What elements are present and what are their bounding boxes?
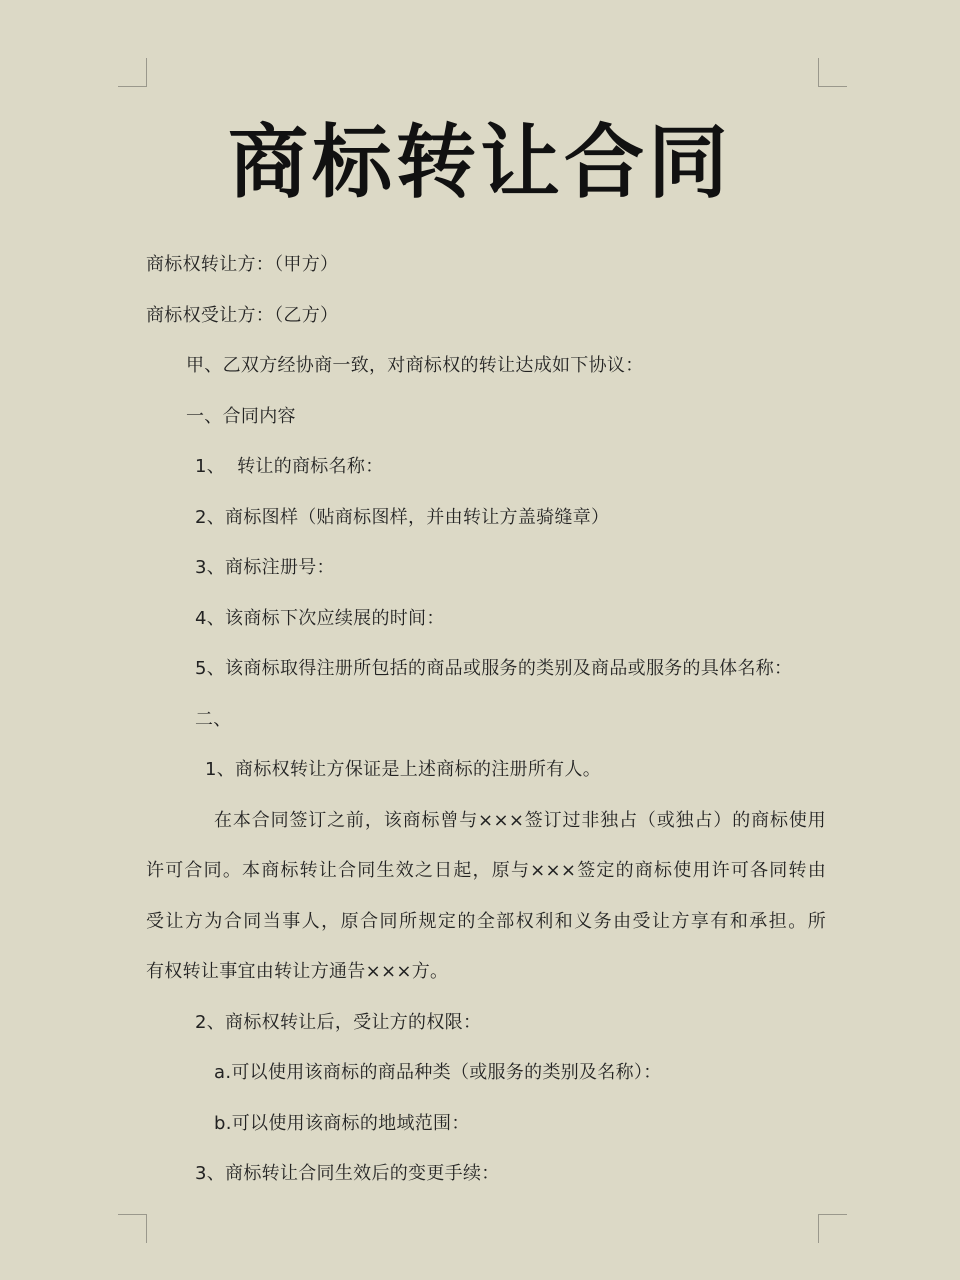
clause-2-1: 1、商标权转让方保证是上述商标的注册所有人。 [205,759,602,780]
transferor-line: 商标权转让方：（甲方） [146,254,339,275]
crop-mark-bottom-right [818,1214,847,1243]
paragraph-line: 有权转让事宜由转让方通告×××方。 [146,961,449,982]
clause-2-3: 3、商标转让合同生效后的变更手续： [195,1163,500,1184]
section-heading-1: 一、合同内容 [186,405,296,427]
clause-1-2: 2、商标图样（贴商标图样，并由转让方盖骑缝章） [195,506,610,528]
clause-1-3: 3、商标注册号： [195,557,335,578]
transferee-line: 商标权受让方：（乙方） [146,304,339,326]
crop-mark-top-left [118,58,147,87]
paragraph-line: 在本合同签订之前，该商标曾与×××签订过非独占（或独占）的商标使用 [214,809,826,831]
section-heading-2: 二、 [195,708,232,730]
agreement-intro: 甲、乙双方经协商一致，对商标权的转让达成如下协议： [186,355,644,376]
clause-1-1: 1、 转让的商标名称： [195,456,384,477]
clause-2-2: 2、商标权转让后，受让方的权限： [195,1011,482,1033]
crop-mark-top-right [818,58,847,87]
document-body [146,240,826,1200]
paragraph-line: 受让方为合同当事人，原合同所规定的全部权利和义务由受让方享有和承担。所 [146,910,826,932]
crop-mark-bottom-left [118,1214,147,1243]
clause-2-2-a: a.可以使用该商标的商品种类（或服务的类别及名称）： [214,1062,662,1083]
clause-2-2-b: b.可以使用该商标的地域范围： [214,1112,470,1134]
clause-1-5: 5、该商标取得注册所包括的商品或服务的类别及商品或服务的具体名称： [195,658,793,679]
paragraph-line: 许可合同。本商标转让合同生效之日起，原与×××签定的商标使用许可各同转由 [146,860,826,881]
document-title: 商标转让合同 [228,116,732,209]
clause-1-4: 4、该商标下次应续展的时间： [195,607,445,629]
